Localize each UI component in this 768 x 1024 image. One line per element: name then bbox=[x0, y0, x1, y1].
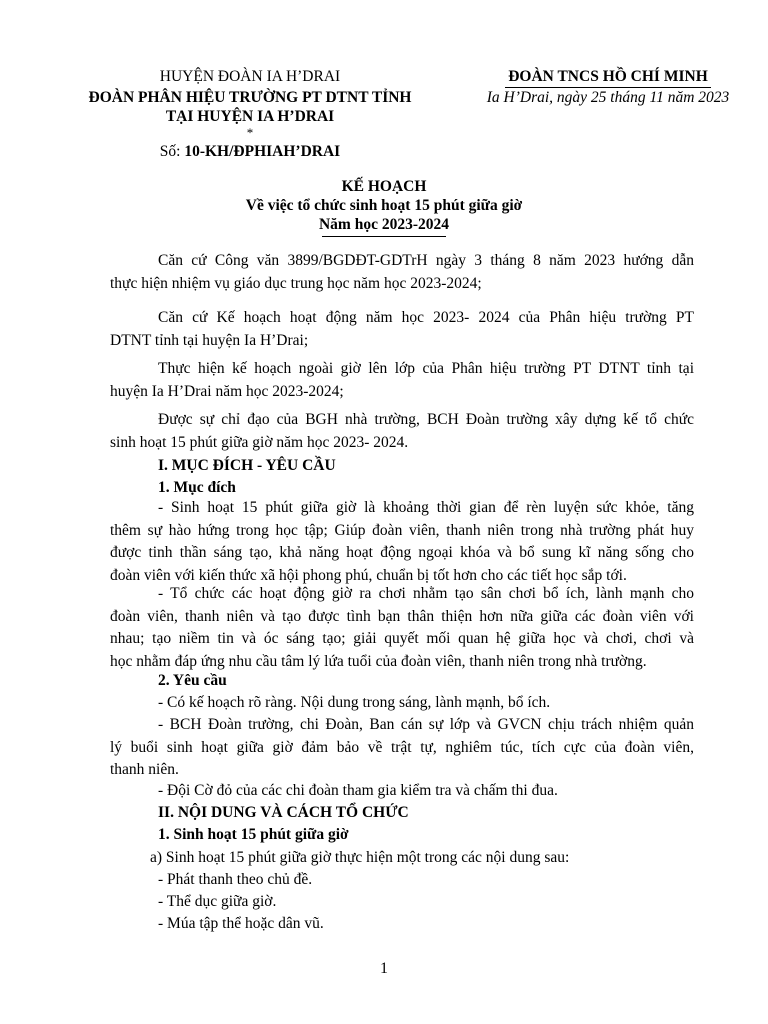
section-heading-1: I. MỤC ĐÍCH - YÊU CẦU bbox=[158, 457, 336, 474]
paragraph-legal-basis-1: Căn cứ Công văn 3899/BGDĐT-GDTrH ngày 3 tháng 8 năm 2023 hướng dẫn thực hiện nhiệm vụ giáo dục trung học năm học 2023-2024; bbox=[110, 252, 694, 292]
document-subtitle: Về việc tổ chức sinh hoạt 15 phút giữa giờ bbox=[245, 197, 523, 214]
issuer-star: * bbox=[246, 125, 254, 140]
activity-item-2: - Thể dục giữa giờ. bbox=[158, 893, 277, 910]
requirement-item-2: - BCH Đoàn trường, chi Đoàn, Ban cán sự lớp và GVCN chịu trách nhiệm quản lý buổi sinh hoạt giữa giờ đảm bảo về trật tự, nghiêm túc, tích cực của đoàn viên, thanh niên. bbox=[110, 716, 694, 778]
issue-date: Ia H’Drai, ngày 25 tháng 11 năm 2023 bbox=[486, 89, 730, 106]
issuer-line-3: TẠI HUYỆN IA H’DRAI bbox=[165, 108, 335, 125]
document-number-value: 10-KH/ĐPHIAH’DRAI bbox=[184, 143, 341, 160]
subsection-heading-activities: 1. Sinh hoạt 15 phút giữa giờ bbox=[158, 826, 349, 843]
issuer-line-1: HUYỆN ĐOÀN IA H’DRAI bbox=[159, 68, 341, 85]
subsection-heading-purpose: 1. Mục đích bbox=[158, 479, 236, 496]
document-number-prefix: Số: bbox=[159, 143, 185, 160]
activity-item-3: - Múa tập thể hoặc dân vũ. bbox=[158, 915, 324, 932]
party-org: ĐOÀN TNCS HỒ CHÍ MINH bbox=[508, 68, 708, 85]
requirement-item-3: - Đội Cờ đỏ của các chi đoàn tham gia kiểm tra và chấm thi đua. bbox=[158, 782, 558, 799]
document-number bbox=[60, 141, 440, 163]
requirement-item-1: - Có kế hoạch rõ ràng. Nội dung trong sáng, lành mạnh, bổ ích. bbox=[158, 694, 551, 711]
paragraph-purpose-2: - Tổ chức các hoạt động giờ ra chơi nhằm tạo sân chơi bổ ích, lành mạnh cho đoàn viên, thanh niên và tạo được tình bạn thân thiện hơn nữa giữa các đoàn viên với nhau; tạo niềm tin và óc sáng tạo; giải quyết mối quan hệ giữa học và chơi, chơi và học nhằm đáp ứng nhu cầu tâm lý lứa tuổi của đoàn viên, thanh niên trong nhà trường. bbox=[110, 585, 694, 670]
paragraph-direction: Được sự chỉ đạo của BGH nhà trường, BCH Đoàn trường xây dựng kế tổ chức sinh hoạt 15 phút giữa giờ năm học 2023- 2024. bbox=[110, 411, 694, 451]
paragraph-legal-basis-2: Căn cứ Kế hoạch hoạt động năm học 2023- 2024 của Phân hiệu trường PT DTNT tỉnh tại huyện Ia H’Drai; bbox=[110, 309, 694, 349]
paragraph-legal-basis-3: Thực hiện kế hoạch ngoài giờ lên lớp của Phân hiệu trường PT DTNT tỉnh tại huyện Ia H’Drai năm học 2023-2024; bbox=[110, 360, 694, 400]
issuer-line-2: ĐOÀN PHÂN HIỆU TRƯỜNG PT DTNT TỈNH bbox=[88, 89, 412, 106]
page-number: 1 bbox=[380, 960, 388, 977]
activity-item-1: - Phát thanh theo chủ đề. bbox=[158, 871, 313, 888]
activity-intro: a) Sinh hoạt 15 phút giữa giờ thực hiện một trong các nội dung sau: bbox=[150, 849, 570, 866]
title-underline bbox=[322, 236, 446, 237]
section-heading-2: II. NỘI DUNG VÀ CÁCH TỔ CHỨC bbox=[158, 804, 409, 821]
school-year: Năm học 2023-2024 bbox=[318, 216, 450, 233]
subsection-heading-requirements: 2. Yêu cầu bbox=[158, 672, 227, 689]
paragraph-purpose-1: - Sinh hoạt 15 phút giữa giờ là khoảng thời gian để rèn luyện sức khỏe, tăng thêm sự hào hứng trong học tập; Giúp đoàn viên, thanh niên trong nhà trường phát huy được tinh thần sáng tạo, khả năng hoạt động ngoại khóa và bổ sung kĩ năng sống cho đoàn viên với kiến thức xã hội phong phú, chuẩn bị tốt hơn cho các tiết học sắp tới. bbox=[110, 499, 694, 584]
document-title: KẾ HOẠCH bbox=[341, 178, 427, 195]
